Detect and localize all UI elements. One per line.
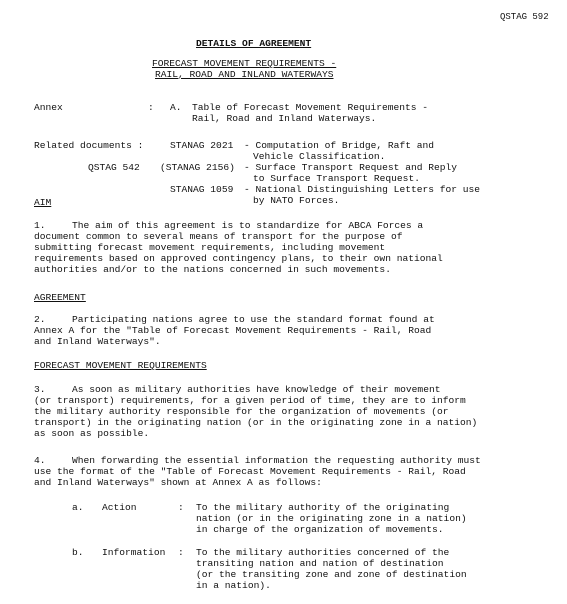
related-doc-3-line-2: by NATO Forces. (253, 195, 340, 206)
para-3-line-3: the military authority responsible for the organization of movements (or (34, 406, 449, 417)
sub-item-a-line-3: in charge of the organization of movements. (196, 524, 444, 535)
para-4-line-2: use the format of the "Table of Forecast Movement Requirements - Rail, Road (34, 466, 466, 477)
related-doc-3-line-1: - National Distinguishing Letters for use (244, 184, 481, 195)
forecast-heading: FORECAST MOVEMENT REQUIREMENTS (34, 360, 207, 371)
sub-item-a-line-2: nation (or in the originating zone in a nation) (196, 513, 467, 524)
subtitle-line-2: RAIL, ROAD AND INLAND WATERWAYS (155, 69, 334, 80)
aim-heading: AIM (34, 197, 52, 208)
para-1-number: 1. (34, 220, 46, 231)
para-1-line-1: The aim of this agreement is to standardize for ABCA Forces a (72, 220, 424, 231)
sub-item-b-line-2: transiting nation and nation of destination (196, 558, 444, 569)
para-4-line-1: When forwarding the essential information the requesting authority must (72, 455, 481, 466)
sub-item-a-colon: : (178, 502, 184, 513)
para-1-line-3: submitting forecast movement requirements, including movement (34, 242, 386, 253)
annex-text-line-2: Rail, Road and Inland Waterways. (192, 113, 377, 124)
document-reference: QSTAG 592 (500, 12, 549, 22)
related-doc-1-line-1: - Computation of Bridge, Raft and (244, 140, 434, 151)
para-1-line-5: authorities and/or to the nations concerned in such movements. (34, 264, 391, 275)
annex-label: Annex (34, 102, 63, 113)
para-2-line-3: and Inland Waterways". (34, 336, 161, 347)
related-doc-2-prefix: QSTAG 542 (88, 162, 140, 173)
agreement-heading: AGREEMENT (34, 292, 86, 303)
sub-item-a-line-1: To the military authority of the originating (196, 502, 450, 513)
related-documents-label: Related documents : (34, 140, 144, 151)
sub-item-b-line-3: (or the transiting zone and zone of destination (196, 569, 467, 580)
sub-item-a-letter: a. (72, 502, 84, 513)
annex-text-line-1: Table of Forecast Movement Requirements - (192, 102, 429, 113)
para-2-number: 2. (34, 314, 46, 325)
para-1-line-4: requirements based on approved contingency plans, to their own national (34, 253, 443, 264)
sub-item-b-colon: : (178, 547, 184, 558)
title-details-of-agreement: DETAILS OF AGREEMENT (196, 38, 312, 49)
sub-item-b-term: Information (102, 547, 166, 558)
sub-item-b-line-1: To the military authorities concerned of the (196, 547, 450, 558)
related-doc-2-id: (STANAG 2156) (160, 162, 235, 173)
para-1-line-2: document common to several means of transport for the purpose of (34, 231, 403, 242)
para-2-line-1: Participating nations agree to use the standard format found at (72, 314, 435, 325)
para-3-line-5: as soon as possible. (34, 428, 150, 439)
annex-colon: : (148, 102, 154, 113)
sub-item-a-term: Action (102, 502, 137, 513)
sub-item-b-letter: b. (72, 547, 84, 558)
para-4-line-3: and Inland Waterways" shown at Annex A as follows: (34, 477, 322, 488)
annex-letter: A. (170, 102, 182, 113)
subtitle-line-1: FORECAST MOVEMENT REQUIREMENTS - (152, 58, 337, 69)
para-3-line-4: transport) in the originating nation (or in the originating zone in a nation) (34, 417, 478, 428)
related-doc-3-id: STANAG 1059 (170, 184, 234, 195)
sub-item-b-line-4: in a nation). (196, 580, 271, 591)
related-doc-1-id: STANAG 2021 (170, 140, 234, 151)
para-4-number: 4. (34, 455, 46, 466)
para-3-number: 3. (34, 384, 46, 395)
related-doc-2-line-1: - Surface Transport Request and Reply (244, 162, 458, 173)
related-doc-2-line-2: to Surface Transport Request. (253, 173, 420, 184)
para-3-line-1: As soon as military authorities have knowledge of their movement (72, 384, 441, 395)
para-2-line-2: Annex A for the "Table of Forecast Movement Requirements - Rail, Road (34, 325, 432, 336)
para-3-line-2: (or transport) requirements, for a given period of time, they are to inform (34, 395, 466, 406)
related-doc-1-line-2: Vehicle Classification. (253, 151, 386, 162)
